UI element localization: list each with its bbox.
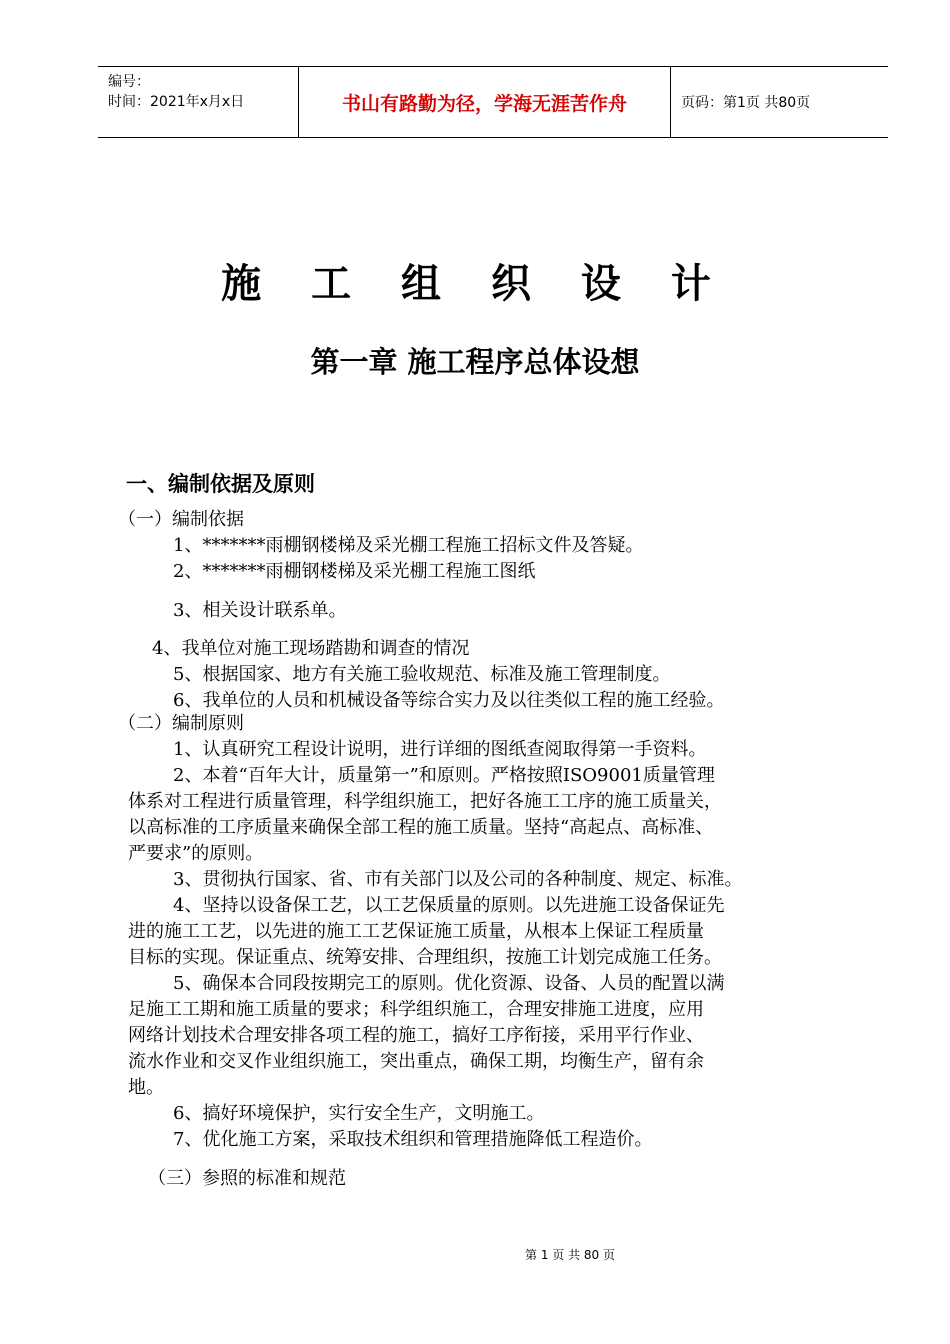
body-line: 3、贯彻执行国家、省、市有关部门以及公司的各种制度、规定、标准。: [173, 869, 743, 890]
body-line: 6、我单位的人员和机械设备等综合实力及以往类似工程的施工经验。: [173, 690, 725, 711]
page-footer: 第 1 页 共 80 页: [525, 1248, 615, 1262]
page-header: [98, 66, 888, 138]
time-label: 时间：2021年x月x日: [108, 94, 245, 110]
body-line: 4、坚持以设备保工艺，以工艺保质量的原则。以先进施工设备保证先: [173, 895, 725, 916]
subheading: （三）参照的标准和规范: [148, 1168, 346, 1189]
number-label: 编号：: [108, 74, 150, 90]
body-line: 7、优化施工方案，采取技术组织和管理措施降低工程造价。: [173, 1129, 653, 1150]
body-line: 目标的实现。保证重点、统筹安排、合理组织，按施工计划完成施工任务。: [128, 947, 722, 968]
header-meta: [98, 67, 299, 137]
section-heading: 一、编制依据及原则: [126, 472, 315, 496]
body-line: 以高标准的工序质量来确保全部工程的施工质量。坚持“高起点、高标准、: [128, 817, 714, 838]
body-line: 足施工工期和施工质量的要求；科学组织施工，合理安排施工进度，应用: [128, 999, 704, 1020]
body-line: 2、*******雨棚钢楼梯及采光棚工程施工图纸: [173, 561, 536, 582]
body-line: 2、本着“百年大计，质量第一”和原则。严格按照ISO9001质量管理: [173, 765, 715, 786]
body-line: 5、确保本合同段按期完工的原则。优化资源、设备、人员的配置以满: [173, 973, 725, 994]
body-line: 严要求”的原则。: [128, 843, 264, 864]
body-line: 进的施工工艺，以先进的施工工艺保证施工质量，从根本上保证工程质量: [128, 921, 704, 942]
body-line: 5、根据国家、地方有关施工验收规范、标准及施工管理制度。: [173, 664, 671, 685]
body-line: 3、相关设计联系单。: [173, 600, 347, 621]
header-page-info: 页码：第1页 共80页: [681, 95, 811, 111]
body-line: 流水作业和交叉作业组织施工，突出重点，确保工期，均衡生产，留有余: [128, 1051, 704, 1072]
body-line: 4、我单位对施工现场踏勘和调查的情况: [152, 638, 470, 659]
chapter-heading: 第一章 施工程序总体设想: [310, 345, 640, 379]
subheading: （一）编制依据: [118, 509, 244, 530]
header-motto: 书山有路勤为径，学海无涯苦作舟: [299, 67, 671, 137]
subheading: （二）编制原则: [118, 713, 244, 734]
document-title: 施 工 组 织 设 计: [221, 261, 729, 307]
body-line: 1、认真研究工程设计说明，进行详细的图纸查阅取得第一手资料。: [173, 739, 707, 760]
body-line: 6、搞好环境保护，实行安全生产，文明施工。: [173, 1103, 545, 1124]
body-line: 地。: [128, 1077, 164, 1098]
body-line: 网络计划技术合理安排各项工程的施工，搞好工序衔接，采用平行作业、: [128, 1025, 704, 1046]
body-line: 1、*******雨棚钢楼梯及采光棚工程施工招标文件及答疑。: [173, 535, 644, 556]
body-line: 体系对工程进行质量管理，科学组织施工，把好各施工工序的施工质量关，: [128, 791, 722, 812]
